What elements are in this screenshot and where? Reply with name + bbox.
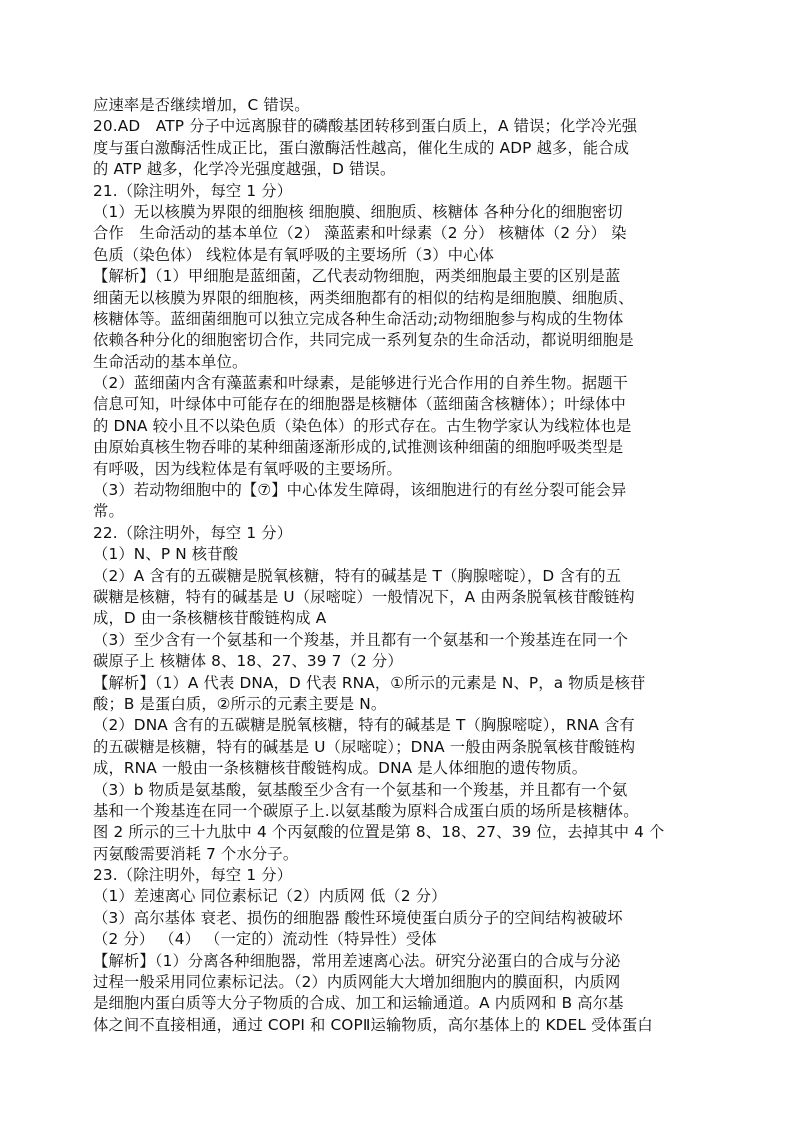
text-line: 图 2 所示的三十九肽中 4 个丙氨酸的位置是第 8、18、27、39 位，去掉其中 4 个 (93, 823, 665, 842)
text-line: 过程一般采用同位素标记法。（2）内质网能大大增加细胞内的膜面积，内质网 (93, 973, 621, 992)
text-line: 常。 (93, 502, 124, 521)
text-line: 度与蛋白激酶活性成正比，蛋白激酶活性越高，催化生成的 ADP 越多，能合成 (93, 138, 630, 157)
text-line: （3）高尔基体 衰老、损伤的细胞器 酸性环境使蛋白质分子的空间结构被破坏 (93, 908, 623, 927)
text-line: （1）差速离心 同位素标记（2）内质网 低（2 分） (93, 887, 447, 906)
text-line: 21.（除注明外，每空 1 分） (93, 181, 293, 200)
text-line: 体之间不直接相通，通过 COPI 和 COPⅡ运输物质，高尔基体上的 KDEL 受体蛋白 (93, 1015, 653, 1034)
text-line: 22.（除注明外，每空 1 分） (93, 523, 293, 542)
text-line: 应速率是否继续增加，C 错误。 (93, 96, 310, 114)
text-line: 合作 生命活动的基本单位（2） 藻蓝素和叶绿素（2 分） 核糖体（2 分） 染 (93, 224, 627, 243)
answer-document (93, 95, 673, 1036)
text-line: 成，D 由一条核糖核苷酸链构成 A (93, 609, 327, 628)
text-line: 20.AD ATP 分子中远离腺苷的磷酸基团转移到蛋白质上，A 错误；化学冷光强 (93, 117, 638, 136)
text-line: 23.（除注明外，每空 1 分） (93, 866, 293, 885)
text-line: 丙氨酸需要消耗 7 个水分子。 (93, 844, 299, 863)
text-line: 信息可知，叶绿体中可能存在的细胞器是核糖体（蓝细菌含核糖体）；叶绿体中 (93, 395, 626, 414)
text-line: （3）b 物质是氨基酸，氨基酸至少含有一个氨基和一个羧基，并且都有一个氨 (93, 780, 628, 799)
text-line: 有呼吸，因为线粒体是有氧呼吸的主要场所。 (93, 459, 402, 478)
text-line: 依赖各种分化的细胞密切合作，共同完成一系列复杂的生命活动，都说明细胞是 (93, 331, 634, 350)
text-line: （1）N、P N 核苷酸 (93, 545, 239, 564)
text-line: 【解析】（1）A 代表 DNA，D 代表 RNA，①所示的元素是 N、P，a 物质是核苷 (93, 673, 646, 692)
text-line: 【解析】（1）甲细胞是蓝细菌，乙代表动物细胞，两类细胞最主要的区别是蓝 (93, 267, 621, 286)
text-line: （1）无以核膜为界限的细胞核 细胞膜、细胞质、核糖体 各种分化的细胞密切 (93, 202, 623, 221)
text-line: 基和一个羧基连在同一个碳原子上.以氨基酸为原料合成蛋白质的场所是核糖体。 (93, 801, 639, 820)
text-line: 色质（染色体） 线粒体是有氧呼吸的主要场所（3）中心体 (93, 245, 495, 264)
text-line: （2 分） （4） （一定的）流动性（特异性）受体 (93, 930, 437, 949)
text-line: （2）A 含有的五碳糖是脱氧核糖，特有的碱基是 T（胸腺嘧啶），D 含有的五 (93, 566, 622, 585)
text-line: 【解析】（1）分离各种细胞器，常用差速离心法。研究分泌蛋白的合成与分泌 (93, 951, 621, 970)
text-line: 细菌无以核膜为界限的细胞核，两类细胞都有的相似的结构是细胞膜、细胞质、 (93, 288, 634, 307)
text-line: 的五碳糖是核糖，特有的碱基是 U（尿嘧啶）；DNA 一般由两条脱氧核苷酸链构 (93, 737, 636, 756)
text-line: 碳糖是核糖，特有的碱基是 U（尿嘧啶）一般情况下，A 由两条脱氧核苷酸链构 (93, 587, 635, 606)
text-line: 是细胞内蛋白质等大分子物质的合成、加工和运输通道。A 内质网和 B 高尔基 (93, 994, 624, 1013)
text-line: 成，RNA 一般由一条核糖核苷酸链构成。DNA 是人体细胞的遗传物质。 (93, 759, 588, 778)
text-line: 的 ATP 越多，化学冷光强度越强，D 错误。 (93, 160, 396, 179)
text-line: 由原始真核生物吞啡的某种细菌逐渐形成的,试推测该种细菌的细胞呼吸类型是 (93, 438, 624, 457)
text-line: （2）蓝细菌内含有藻蓝素和叶绿素，是能够进行光合作用的自养生物。据题干 (93, 374, 629, 393)
text-line: 生命活动的基本单位。 (93, 352, 248, 371)
text-line: （3）若动物细胞中的【⑦】中心体发生障碍，该细胞进行的有丝分裂可能会异 (93, 481, 627, 500)
text-line: 核糖体等。蓝细菌细胞可以独立完成各种生命活动;动物细胞参与构成的生物体 (93, 309, 624, 328)
text-line: （3）至少含有一个氨基和一个羧基，并且都有一个氨基和一个羧基连在同一个 (93, 630, 629, 649)
text-line: 碳原子上 核糖体 8、18、27、39 7（2 分） (93, 652, 403, 671)
text-line: （2）DNA 含有的五碳糖是脱氧核糖，特有的碱基是 T（胸腺嘧啶），RNA 含有 (93, 716, 635, 735)
text-line: 的 DNA 较小且不以染色质（染色体）的形式存在。古生物学家认为线粒体也是 (93, 416, 632, 435)
text-line: 酸；B 是蛋白质，②所示的元素主要是 N。 (93, 694, 387, 713)
